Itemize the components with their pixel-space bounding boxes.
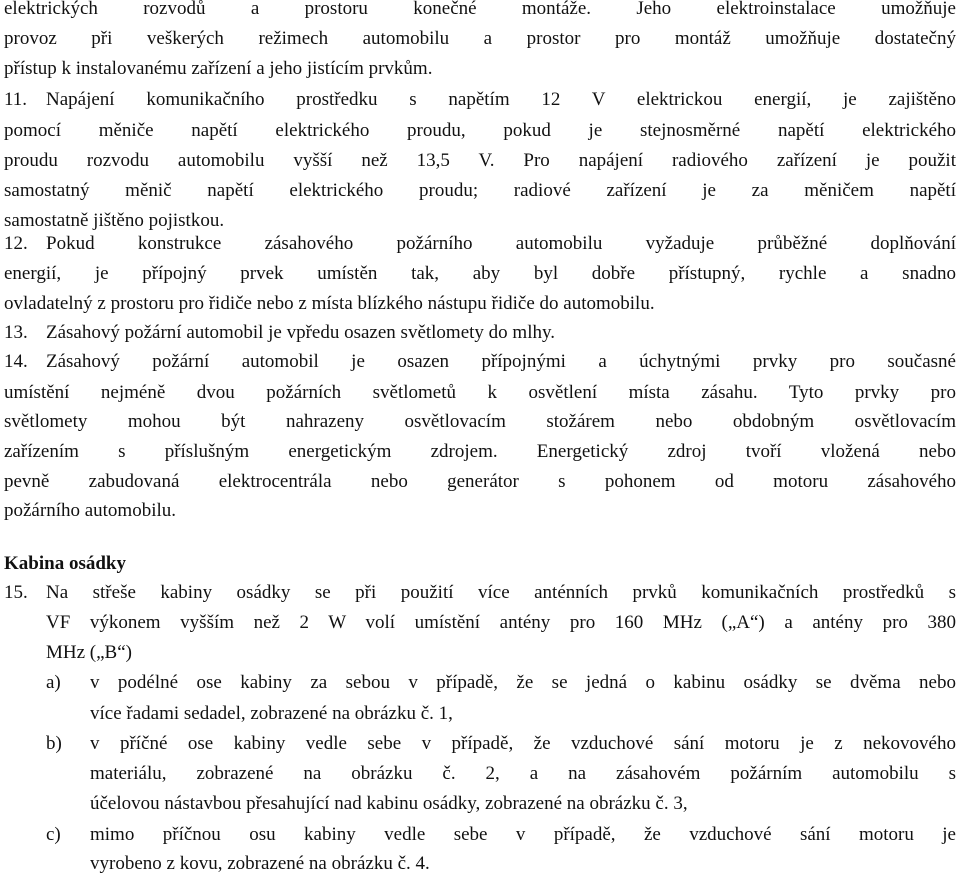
paragraph-line: energií, je přípojný prvek umístěn tak, aby byl dobře přístupný, rychle a snadno	[4, 263, 956, 284]
item-number: 12.	[4, 233, 28, 254]
item-number: 14.	[4, 351, 28, 372]
paragraph-line: elektrických rozvodů a prostoru konečné montáže. Jeho elektroinstalace umožňuje	[4, 0, 956, 19]
paragraph-line: VF výkonem vyšším než 2 W volí umístění antény pro 160 MHz („A“) a antény pro 380	[46, 612, 956, 633]
paragraph-line: MHz („B“)	[46, 642, 132, 663]
paragraph-line: pomocí měniče napětí elektrického proudu, pokud je stejnosměrné napětí elektrického	[4, 120, 956, 141]
paragraph-line: samostatně jištěno pojistkou.	[4, 210, 225, 231]
subitem-letter: b)	[46, 733, 62, 754]
subitem-line: vyrobeno z kovu, zobrazené na obrázku č. 4.	[90, 853, 430, 874]
paragraph-line: ovladatelný z prostoru pro řidiče nebo z místa blízkého nástupu řidiče do automobilu.	[4, 293, 655, 314]
subitem-line: mimo příčnou osu kabiny vedle sebe v případě, že vzduchové sání motoru je	[90, 824, 956, 845]
item-number: 11.	[4, 89, 28, 110]
subitem-line: materiálu, zobrazené na obrázku č. 2, a na zásahovém požárním automobilu s	[90, 763, 956, 784]
paragraph-line: přístup k instalovanému zařízení a jeho jistícím prvkům.	[4, 58, 433, 79]
paragraph-line: Napájení komunikačního prostředku s napětím 12 V elektrickou energií, je zajištěno	[46, 89, 956, 110]
paragraph-line: umístění nejméně dvou požárních světlometů k osvětlení místa zásahu. Tyto prvky pro	[4, 382, 956, 403]
item-number: 15.	[4, 582, 28, 603]
paragraph-line: světlomety mohou být nahrazeny osvětlovacím stožárem nebo obdobným osvětlovacím	[4, 411, 956, 432]
paragraph-line: provoz při veškerých režimech automobilu a prostor pro montáž umožňuje dostatečný	[4, 28, 956, 49]
subitem-line: více řadami sedadel, zobrazené na obrázku č. 1,	[90, 703, 453, 724]
subitem-letter: a)	[46, 672, 61, 693]
item-number: 13.	[4, 322, 28, 343]
subitem-line: účelovou nástavbou přesahující nad kabinu osádky, zobrazené na obrázku č. 3,	[90, 793, 688, 814]
paragraph-line: Na střeše kabiny osádky se při použití více anténních prvků komunikačních prostředků s	[46, 582, 956, 603]
paragraph-line: Pokud konstrukce zásahového požárního automobilu vyžaduje průběžné doplňování	[46, 233, 956, 254]
paragraph-line: Zásahový požární automobil je vpředu osazen světlomety do mlhy.	[46, 322, 556, 343]
paragraph-line: požárního automobilu.	[4, 500, 177, 521]
subitem-line: v příčné ose kabiny vedle sebe v případě, že vzduchové sání motoru je z nekovového	[90, 733, 956, 754]
paragraph-line: samostatný měnič napětí elektrického proudu; radiové zařízení je za měničem napětí	[4, 180, 956, 201]
subitem-letter: c)	[46, 824, 61, 845]
section-heading: Kabina osádky	[4, 553, 126, 574]
paragraph-line: proudu rozvodu automobilu vyšší než 13,5 V. Pro napájení radiového zařízení je použit	[4, 150, 956, 171]
paragraph-line: pevně zabudovaná elektrocentrála nebo generátor s pohonem od motoru zásahového	[4, 471, 956, 492]
paragraph-line: Zásahový požární automobil je osazen přípojnými a úchytnými prvky pro současné	[46, 351, 956, 372]
paragraph-line: zařízením s příslušným energetickým zdrojem. Energetický zdroj tvoří vložená nebo	[4, 441, 956, 462]
subitem-line: v podélné ose kabiny za sebou v případě, že se jedná o kabinu osádky se dvěma nebo	[90, 672, 956, 693]
